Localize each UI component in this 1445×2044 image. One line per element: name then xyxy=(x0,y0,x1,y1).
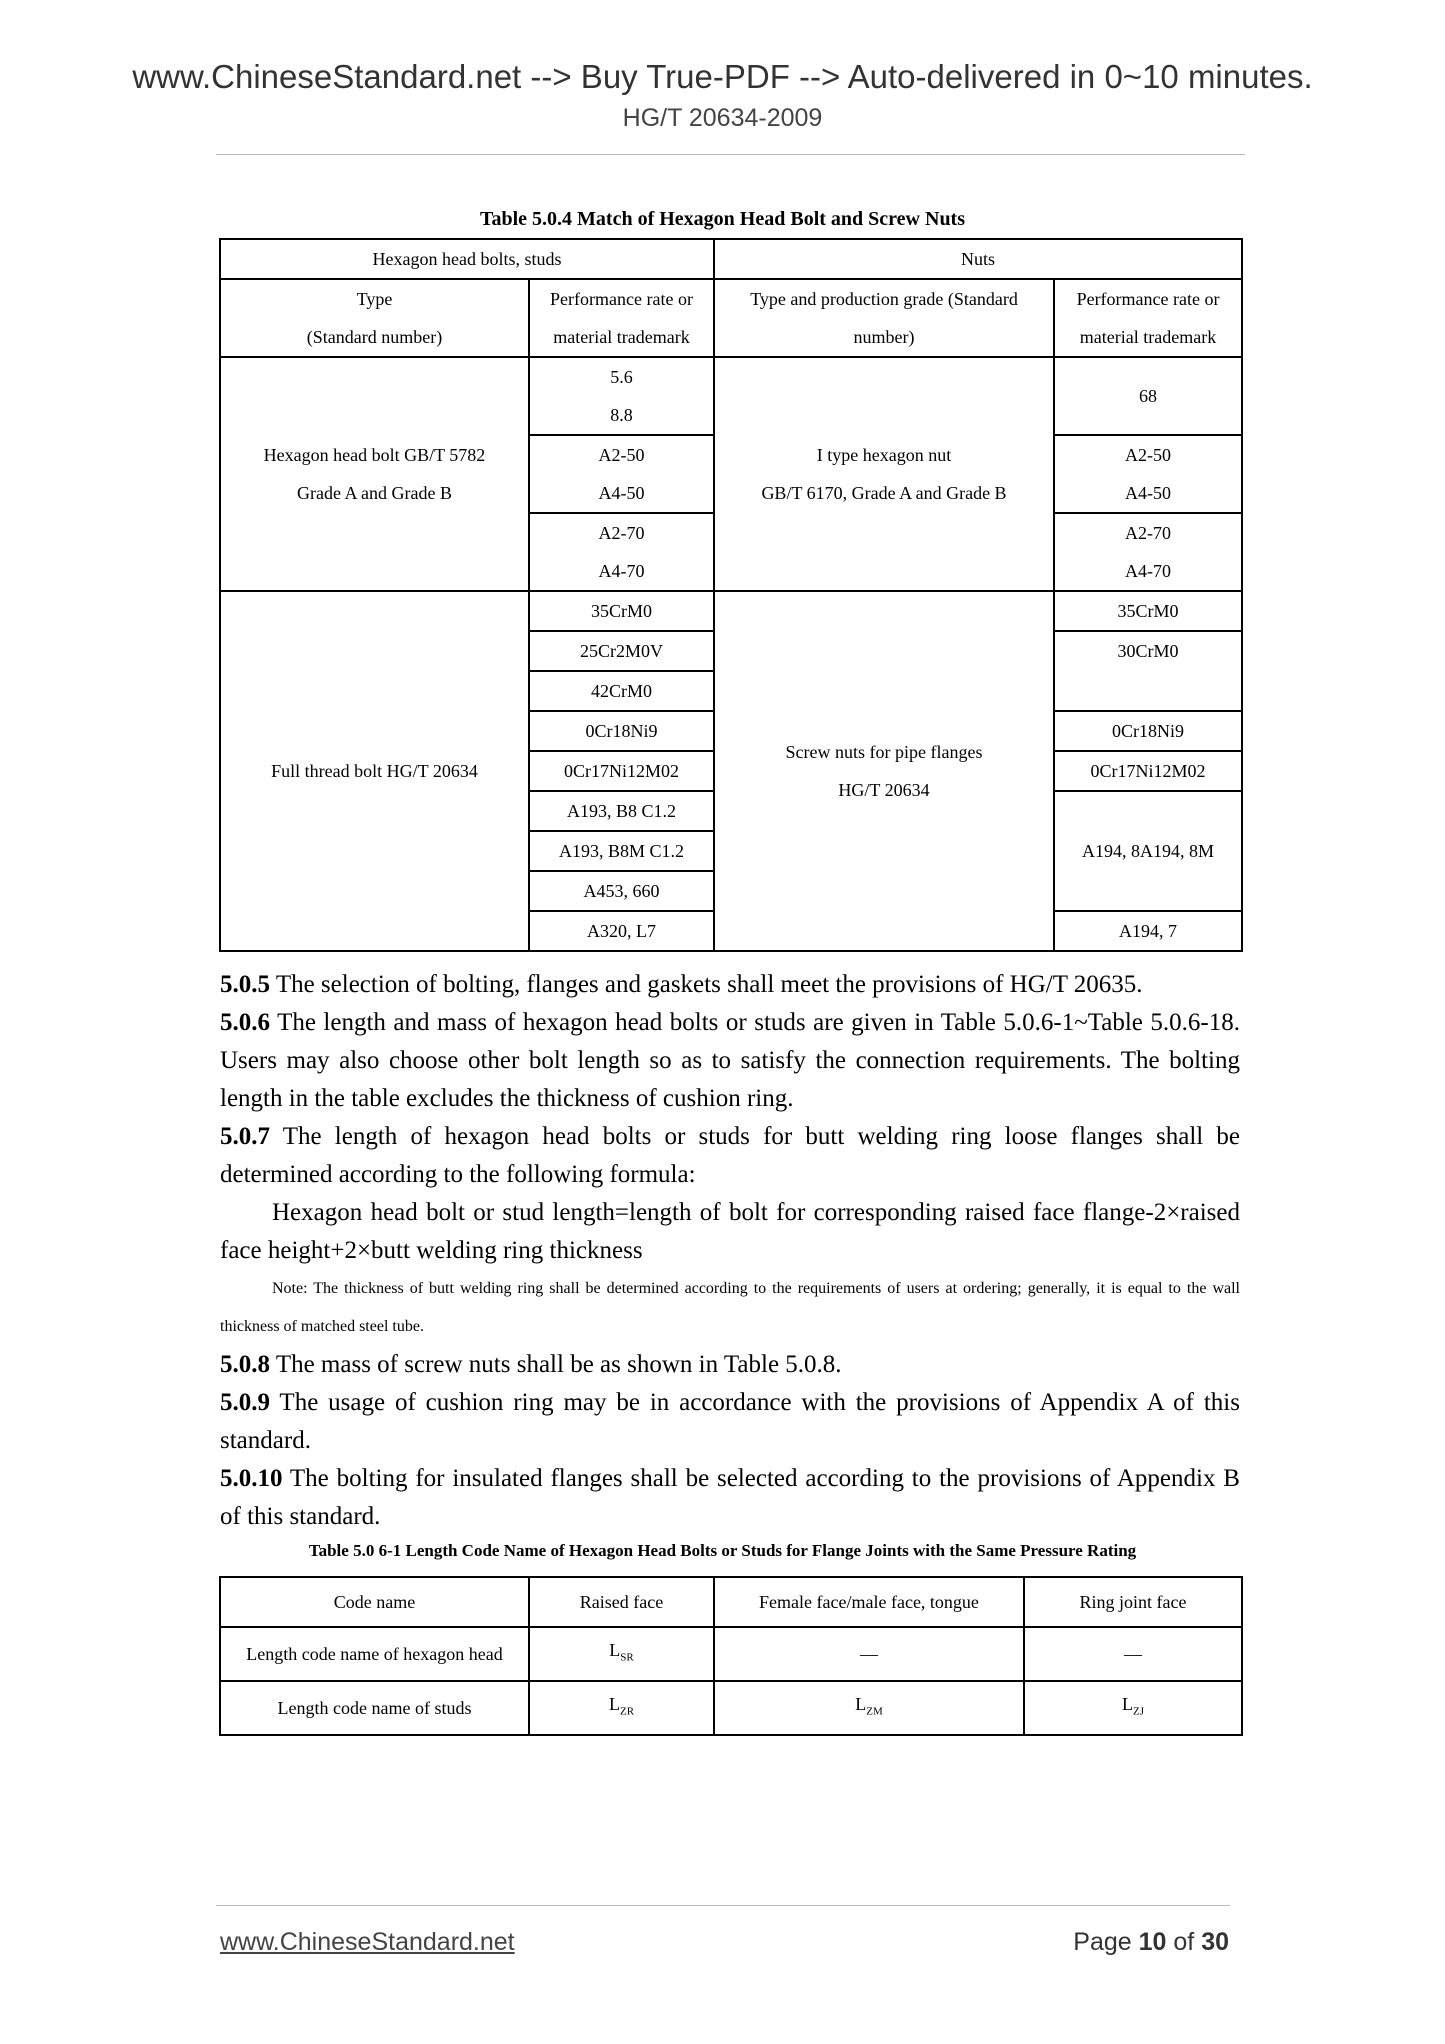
nut-material-cell: 0Cr18Ni9 xyxy=(1054,711,1242,751)
bolt-grade-cell: A2-50 A4-50 xyxy=(529,435,714,513)
nut-type-cell: Screw nuts for pipe flanges HG/T 20634 xyxy=(714,591,1054,951)
nut-material-cell: 0Cr17Ni12M02 xyxy=(1054,751,1242,791)
nut-material-cell: 30CrM0 xyxy=(1054,631,1242,711)
clause-5-0-10: 5.0.10 The bolting for insulated flanges shall be selected according to the provisions of Appendix B of this standard. xyxy=(220,1465,1240,1530)
table-row xyxy=(220,279,1242,357)
note: Note: The thickness of butt welding ring shall be determined according to the requirements of users at ordering; generally, it is equal to the wall thickness of matched steel tube. xyxy=(220,1280,1240,1335)
table-row xyxy=(220,357,1242,435)
table-row xyxy=(220,1627,1242,1681)
header-divider xyxy=(216,154,1245,155)
footer-site-link[interactable]: www.ChineseStandard.net xyxy=(220,1928,515,1956)
col-header: Ring joint face xyxy=(1024,1577,1242,1627)
footer-divider xyxy=(216,1905,1230,1906)
page-indicator: Page 10 of 30 xyxy=(1073,1928,1229,1956)
clause-5-0-7: 5.0.7 The length of hexagon head bolts or studs for butt welding ring loose flanges shall be determined according to the following formula: xyxy=(220,1123,1240,1188)
nut-grade-cell: A2-70 A4-70 xyxy=(1054,513,1242,591)
group-header-bolts: Hexagon head bolts, studs xyxy=(220,239,714,279)
nut-grade-cell: 68 xyxy=(1054,357,1242,435)
bolt-material-cell: A193, B8M C1.2 xyxy=(529,831,714,871)
bolt-material-cell: 0Cr17Ni12M02 xyxy=(529,751,714,791)
bolt-material-cell: A193, B8 C1.2 xyxy=(529,791,714,831)
bolt-material-cell: 42CrM0 xyxy=(529,671,714,711)
bolt-material-cell: 35CrM0 xyxy=(529,591,714,631)
code-cell: $L_{ZM}$ xyxy=(714,1681,1024,1735)
code-cell: — xyxy=(1024,1627,1242,1681)
col-header: Type and production grade (Standard number) xyxy=(714,279,1054,357)
col-header: Code name xyxy=(220,1577,529,1627)
code-cell: — xyxy=(714,1627,1024,1681)
bolt-grade-cell: A2-70 A4-70 xyxy=(529,513,714,591)
table-row xyxy=(220,1577,1242,1627)
col-header: Type (Standard number) xyxy=(220,279,529,357)
row-label: Length code name of studs xyxy=(220,1681,529,1735)
clause-5-0-5: 5.0.5 The selection of bolting, flanges and gaskets shall meet the provisions of HG/T 20635. xyxy=(220,971,1143,998)
code-cell: $L_{SR}$ xyxy=(529,1627,714,1681)
bolt-material-cell: 0Cr18Ni9 xyxy=(529,711,714,751)
formula: Hexagon head bolt or stud length=length of bolt for corresponding raised face flange-2×raised face height+2×butt welding ring thickness xyxy=(220,1199,1240,1264)
length-code-table xyxy=(219,1576,1243,1736)
clause-5-0-9: 5.0.9 The usage of cushion ring may be in accordance with the provisions of Appendix A of this standard. xyxy=(220,1389,1240,1454)
table1-caption: Table 5.0.4 Match of Hexagon Head Bolt and Screw Nuts xyxy=(479,208,966,230)
nut-material-cell: 35CrM0 xyxy=(1054,591,1242,631)
nut-grade-cell: A2-50 A4-50 xyxy=(1054,435,1242,513)
col-header: Female face/male face, tongue xyxy=(714,1577,1024,1627)
bolt-material-cell: 25Cr2M0V xyxy=(529,631,714,671)
standard-code: HG/T 20634-2009 xyxy=(622,104,823,132)
row-label: Length code name of hexagon head xyxy=(220,1627,529,1681)
bolt-type-cell: Full thread bolt HG/T 20634 xyxy=(220,591,529,951)
col-header: Performance rate or material trademark xyxy=(1054,279,1242,357)
body-text xyxy=(220,966,1240,1536)
bolt-type-cell: Hexagon head bolt GB/T 5782 Grade A and Grade B xyxy=(220,357,529,591)
col-header: Raised face xyxy=(529,1577,714,1627)
clause-5-0-6: 5.0.6 The length and mass of hexagon head bolts or studs are given in Table 5.0.6-1~Table 5.0.6-18. Users may also choose other bolt length so as to satisfy the connection requirements. The bolting length in the table excludes the thickness of cushion ring. xyxy=(220,1009,1240,1112)
nut-type-cell: I type hexagon nut GB/T 6170, Grade A and Grade B xyxy=(714,357,1054,591)
bolt-material-cell: A453, 660 xyxy=(529,871,714,911)
code-cell: $L_{ZR}$ xyxy=(529,1681,714,1735)
table2-caption: Table 5.0 6-1 Length Code Name of Hexagon Head Bolts or Studs for Flange Joints with the Same Pressure Rating xyxy=(308,1541,1137,1560)
bolt-material-cell: A320, L7 xyxy=(529,911,714,951)
table-row xyxy=(220,1681,1242,1735)
table-row xyxy=(220,239,1242,279)
header-banner[interactable]: www.ChineseStandard.net --> Buy True-PDF --> Auto-delivered in 0~10 minutes. xyxy=(132,58,1313,95)
table-row xyxy=(220,591,1242,631)
code-cell: $L_{ZJ}$ xyxy=(1024,1681,1242,1735)
group-header-nuts: Nuts xyxy=(714,239,1242,279)
bolt-nut-match-table xyxy=(219,238,1243,952)
nut-material-cell: A194, 7 xyxy=(1054,911,1242,951)
clause-5-0-8: 5.0.8 The mass of screw nuts shall be as shown in Table 5.0.8. xyxy=(220,1351,842,1378)
nut-material-cell: A194, 8A194, 8M xyxy=(1054,791,1242,911)
col-header: Performance rate or material trademark xyxy=(529,279,714,357)
bolt-grade-cell: 5.6 8.8 xyxy=(529,357,714,435)
